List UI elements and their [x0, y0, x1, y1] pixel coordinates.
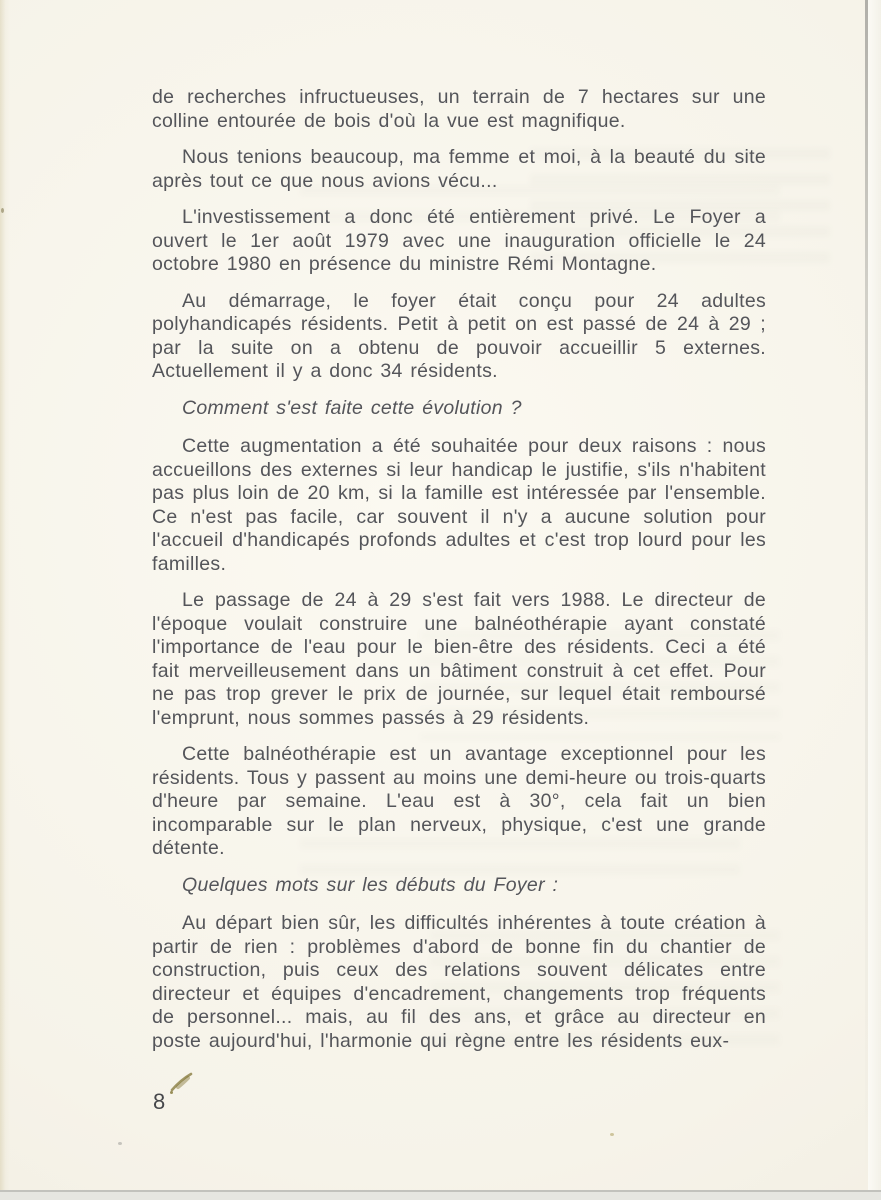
- scan-edge-right-paper: [868, 0, 881, 1200]
- paragraph: Au départ bien sûr, les difficultés inhérentes à toute création à partir de rien : problèmes d'abord de bonne fin du chantier de construction, puis ceux des relations souvent délicates entre directeur et équipes d'encadrement, changements trop fréquents de personnel... mais, au fil des ans, et grâce au directeur en poste aujourd'hui, l'harmonie qui règne entre les résidents eux-: [152, 912, 766, 1052]
- scan-speck: [118, 1142, 122, 1145]
- paragraph: Au démarrage, le foyer était conçu pour 24 adultes polyhandicapés résidents. Petit à petit on est passé de 24 à 29 ; par la suite on a obtenu de pouvoir accueillir 5 externes. Actuellement il y a donc 34 résidents.: [152, 289, 766, 382]
- scan-edge-bottom: [0, 1190, 881, 1200]
- page-number: 8: [153, 1089, 166, 1114]
- section-heading-evolution: Comment s'est faite cette évolution ?: [182, 396, 522, 419]
- paragraph-continuation: de recherches infructueuses, un terrain de 7 hectares sur une colline entourée de bois d'où la vue est magnifique.: [152, 86, 766, 132]
- section-heading-debuts: Quelques mots sur les débuts du Foyer :: [182, 873, 559, 896]
- scan-edge-right: [865, 0, 868, 1190]
- paragraph: L'investissement a donc été entièrement privé. Le Foyer a ouvert le 1er août 1979 avec une inauguration officielle le 24 octobre 1980 en présence du ministre Rémi Montagne.: [152, 206, 766, 275]
- scan-speck: [170, 1091, 173, 1094]
- page-text-block: [152, 86, 766, 1066]
- scan-speck: [1, 208, 4, 213]
- scan-speck: [610, 1133, 614, 1136]
- scan-edge-left: [0, 0, 10, 1200]
- paragraph: Cette balnéothérapie est un avantage exceptionnel pour les résidents. Tous y passent au moins une demi-heure ou trois-quarts d'heure par semaine. L'eau est à 30°, cela fait un bien incomparable sur le plan nerveux, physique, c'est une grande détente.: [152, 743, 766, 859]
- paragraph: Le passage de 24 à 29 s'est fait vers 1988. Le directeur de l'époque voulait construire une balnéothérapie ayant constaté l'importance de l'eau pour le bien-être des résidents. Ceci a été fait merveilleusement dans un bâtiment construit à cet effet. Pour ne pas trop grever le prix de journée, sur lequel était remboursé l'emprunt, nous sommes passés à 29 résidents.: [152, 589, 766, 729]
- paragraph: Nous tenions beaucoup, ma femme et moi, à la beauté du site après tout ce que nous avions vécu...: [152, 146, 766, 192]
- paragraph: Cette augmentation a été souhaitée pour deux raisons : nous accueillons des externes si leur handicap le justifie, s'ils n'habitent pas plus loin de 20 km, si la famille est intéressée par l'ensemble. Ce n'est pas facile, car souvent il n'y a aucune solution pour l'accueil d'handicapés profonds adultes et c'est trop lourd pour les familles.: [152, 435, 766, 575]
